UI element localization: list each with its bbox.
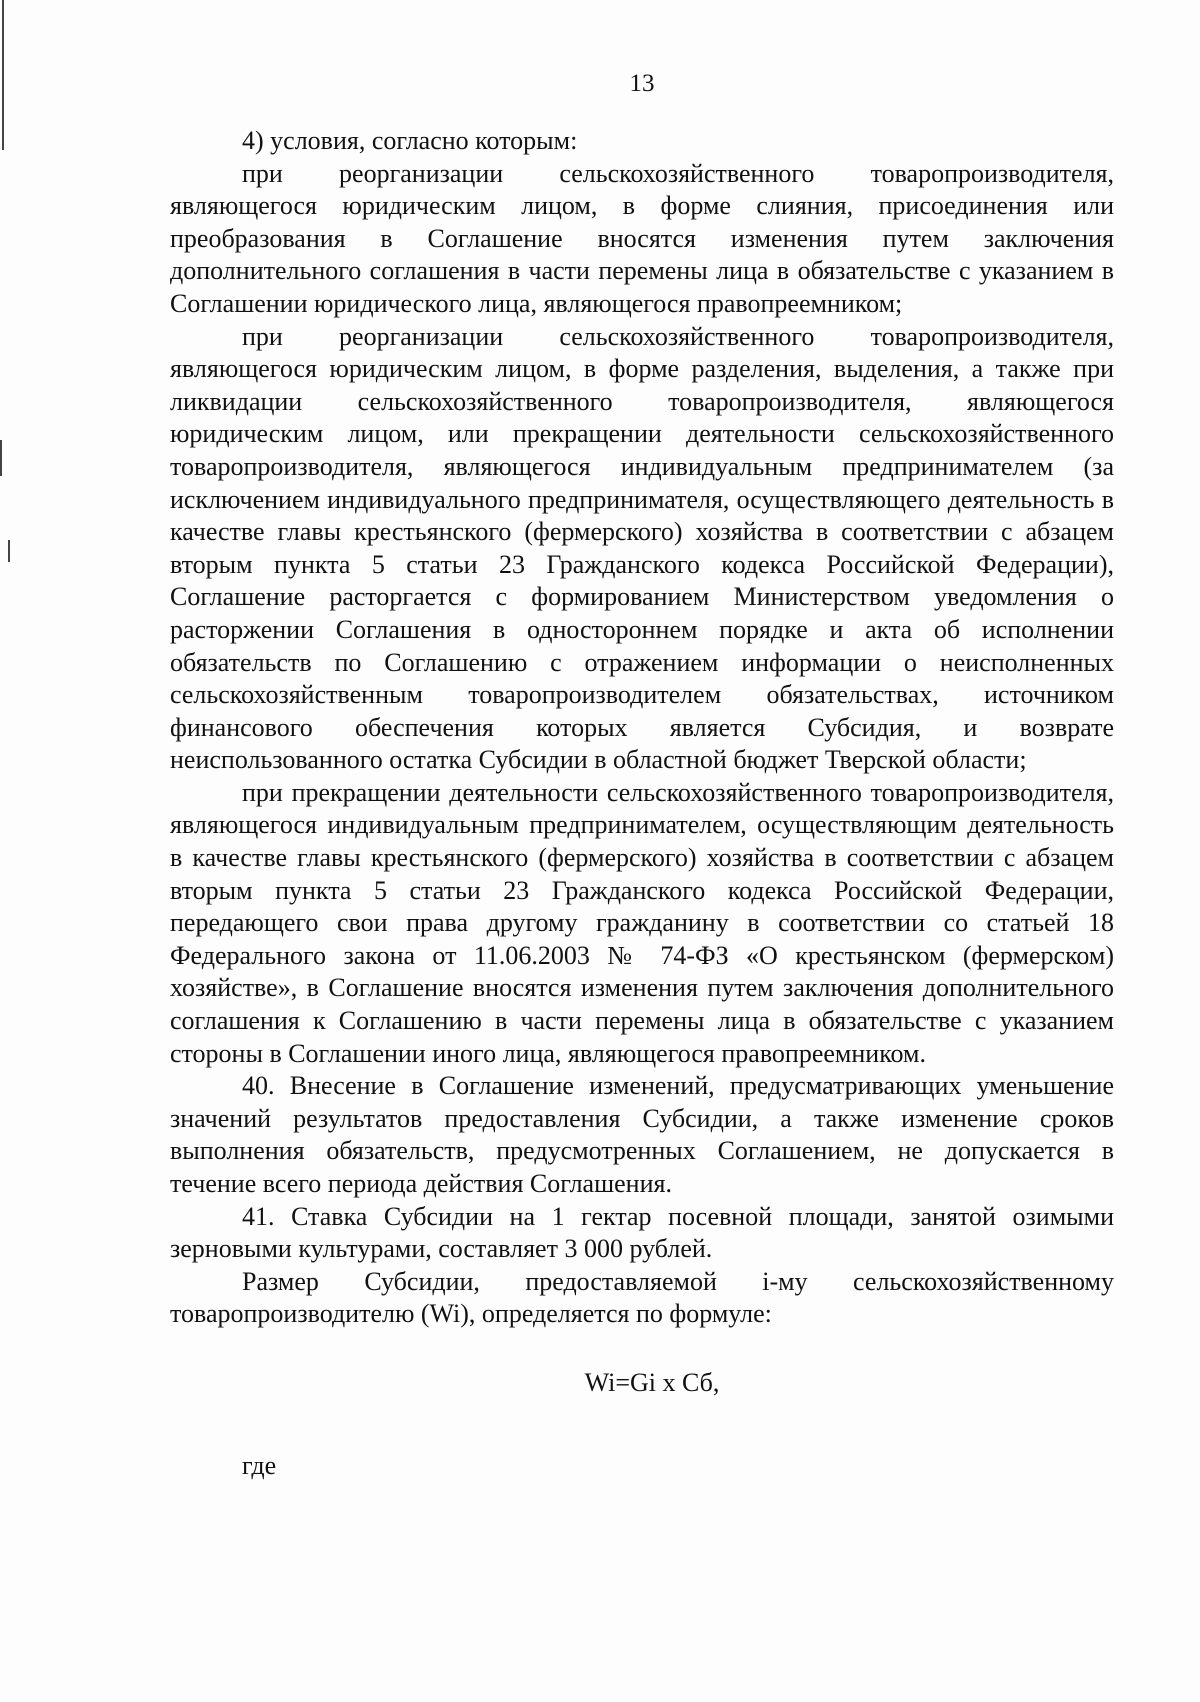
subsidy-formula: Wi=Gi x Сб, (584, 1367, 720, 1397)
scan-edge-line (8, 540, 10, 562)
page-number: 13 (629, 70, 655, 97)
scan-edge-line (0, 440, 2, 476)
paragraph-division-liquidation: при реорганизации сельскохозяйственного товаропроизводителя, являющегося юридическим лицом, в форме разделения, выделения, а также при ликвидации сельскохозяйственного товаропроизводителя, являющегося юридическим лицом, или прекращении деятельности сельскохозяйственного товаропроизводителя, являющегося индивидуальным предпринимателем (за исключением индивидуального предпринимателя, осуществляющего деятельность в качестве главы крестьянского (фермерского) хозяйства в соответствии с абзацем вторым пункта 5 статьи 23 Гражданского кодекса Российской Федерации), Соглашение расторгается с формированием Министерством уведомления о расторжении Соглашения в одностороннем порядке и акта об исполнении обязательств по Соглашению с отражением информации о неисполненных сельскохозяйственным товаропроизводителем обязательствах, источником финансового обеспечения которых является Субсидия, и возврате неиспользованного остатка Субсидии в областной бюджет Тверской области; (170, 321, 1114, 775)
paragraph-item-40: 40. Внесение в Соглашение изменений, предусматривающих уменьшение значений результатов предоставления Субсидии, а также изменение сроков выполнения обязательств, предусмотренных Соглашением, не допускается в течение всего периода действия Соглашения. (170, 1071, 1114, 1198)
where-label: где (242, 1450, 277, 1480)
paragraph-merger-reorganization: при реорганизации сельскохозяйственного товаропроизводителя, являющегося юридическим лицом, в форме слияния, присоединения или преобразования в Соглашение вносятся изменения путем заключения дополнительного соглашения в части перемены лица в обязательстве с указанием в Соглашении юридического лица, являющегося правопреемником; (170, 158, 1114, 318)
paragraph-subsidy-size: Размер Субсидии, предоставляемой i-му сельскохозяйственному товаропроизводителю (Wi), определяется по формуле: (170, 1266, 1114, 1329)
paragraph-conditions-intro: 4) условия, согласно которым: (242, 126, 578, 155)
scan-edge-line (2, 0, 4, 150)
paragraph-item-41: 41. Ставка Субсидии на 1 гектар посевной площади, занятой озимыми зерновыми культурами, составляет 3 000 рублей. (170, 1201, 1114, 1264)
document-body (170, 125, 1114, 1482)
paragraph-farm-head-transfer: при прекращении деятельности сельскохозяйственного товаропроизводителя, являющегося индивидуальным предпринимателем, осуществляющим деятельность в качестве главы крестьянского (фермерского) хозяйства в соответствии с абзацем вторым пункта 5 статьи 23 Гражданского кодекса Российской Федерации, передающего свои права другому гражданину в соответствии со статьей 18 Федерального закона от 11.06.2003 № 74-ФЗ «О крестьянском (фермерском) хозяйстве», в Соглашение вносятся изменения путем заключения дополнительного соглашения к Соглашению в части перемены лица в обязательстве с указанием стороны в Соглашении иного лица, являющегося правопреемником. (170, 777, 1114, 1068)
